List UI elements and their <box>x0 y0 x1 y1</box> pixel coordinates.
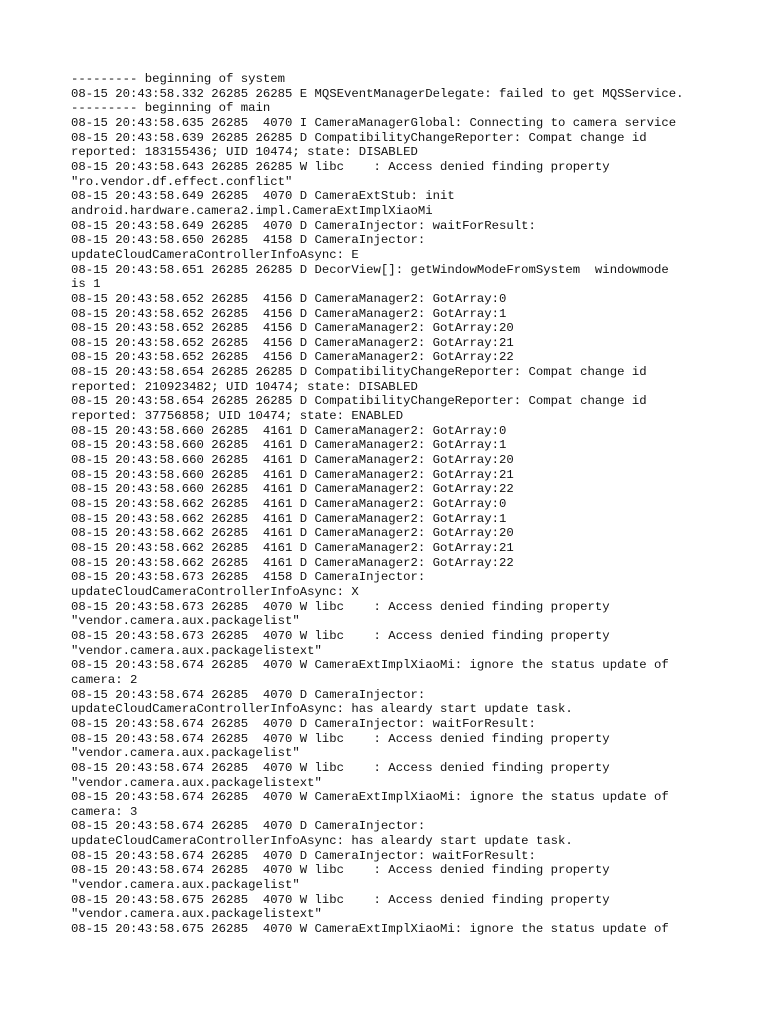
log-line: updateCloudCameraControllerInfoAsync: has aleardy start update task. <box>71 702 573 717</box>
log-line: "vendor.camera.aux.packagelist" <box>71 614 300 629</box>
log-line: reported: 37756858; UID 10474; state: ENABLED <box>71 409 404 424</box>
log-line: 08-15 20:43:58.652 26285 4156 D CameraManager2: GotArray:22 <box>71 350 514 365</box>
log-line: 08-15 20:43:58.654 26285 26285 D CompatibilityChangeReporter: Compat change id <box>71 365 647 380</box>
log-line: 08-15 20:43:58.652 26285 4156 D CameraManager2: GotArray:20 <box>71 321 514 336</box>
log-line: 08-15 20:43:58.662 26285 4161 D CameraManager2: GotArray:1 <box>71 511 507 526</box>
log-line: 08-15 20:43:58.660 26285 4161 D CameraManager2: GotArray:1 <box>71 438 507 453</box>
log-line: --------- beginning of system <box>71 72 286 86</box>
log-line: "vendor.camera.aux.packagelist" <box>71 746 300 761</box>
log-line: 08-15 20:43:58.651 26285 26285 D DecorView[]: getWindowModeFromSystem windowmode <box>71 262 669 277</box>
log-line: camera: 3 <box>71 804 138 819</box>
log-line: reported: 183155436; UID 10474; state: DISABLED <box>71 145 418 160</box>
log-line: 08-15 20:43:58.639 26285 26285 D CompatibilityChangeReporter: Compat change id <box>71 130 647 145</box>
log-line: "vendor.camera.aux.packagelist" <box>71 878 300 893</box>
log-line: 08-15 20:43:58.674 26285 4070 D CameraInjector: <box>71 819 426 834</box>
log-line: updateCloudCameraControllerInfoAsync: E <box>71 247 359 262</box>
log-line: reported: 210923482; UID 10474; state: DISABLED <box>71 379 418 394</box>
log-line: 08-15 20:43:58.660 26285 4161 D CameraManager2: GotArray:22 <box>71 482 514 497</box>
log-line: 08-15 20:43:58.662 26285 4161 D CameraManager2: GotArray:20 <box>71 526 514 541</box>
log-line: 08-15 20:43:58.675 26285 4070 W libc : Access denied finding property <box>71 892 610 907</box>
log-line: "vendor.camera.aux.packagelistext" <box>71 643 322 658</box>
log-line: 08-15 20:43:58.674 26285 4070 W libc : Access denied finding property <box>71 760 610 775</box>
log-line: "ro.vendor.df.effect.conflict" <box>71 174 293 189</box>
log-line: 08-15 20:43:58.673 26285 4158 D CameraInjector: <box>71 570 426 585</box>
log-line: 08-15 20:43:58.650 26285 4158 D CameraInjector: <box>71 233 426 248</box>
log-line: 08-15 20:43:58.662 26285 4161 D CameraManager2: GotArray:0 <box>71 497 507 512</box>
log-line: "vendor.camera.aux.packagelistext" <box>71 907 322 922</box>
log-line: 08-15 20:43:58.332 26285 26285 E MQSEventManagerDelegate: failed to get MQSService. <box>71 86 684 101</box>
log-line: 08-15 20:43:58.673 26285 4070 W libc : Access denied finding property <box>71 599 610 614</box>
log-line: "vendor.camera.aux.packagelistext" <box>71 775 322 790</box>
log-line: 08-15 20:43:58.674 26285 4070 D CameraInjector: waitForResult: <box>71 848 536 863</box>
log-line: updateCloudCameraControllerInfoAsync: X <box>71 584 359 599</box>
log-line: 08-15 20:43:58.674 26285 4070 W CameraExtImplXiaoMi: ignore the status update of <box>71 658 669 673</box>
log-line: 08-15 20:43:58.674 26285 4070 W libc : Access denied finding property <box>71 731 610 746</box>
log-line: 08-15 20:43:58.654 26285 26285 D CompatibilityChangeReporter: Compat change id <box>71 394 647 409</box>
log-line: 08-15 20:43:58.652 26285 4156 D CameraManager2: GotArray:1 <box>71 306 507 321</box>
log-line: 08-15 20:43:58.673 26285 4070 W libc : Access denied finding property <box>71 628 610 643</box>
log-line: 08-15 20:43:58.652 26285 4156 D CameraManager2: GotArray:21 <box>71 335 514 350</box>
log-line: 08-15 20:43:58.660 26285 4161 D CameraManager2: GotArray:20 <box>71 453 514 468</box>
log-line: is 1 <box>71 277 101 292</box>
log-line: 08-15 20:43:58.660 26285 4161 D CameraManager2: GotArray:0 <box>71 423 507 438</box>
log-line: 08-15 20:43:58.652 26285 4156 D CameraManager2: GotArray:0 <box>71 291 507 306</box>
log-line: 08-15 20:43:58.674 26285 4070 W libc : Access denied finding property <box>71 863 610 878</box>
log-line: 08-15 20:43:58.643 26285 26285 W libc : Access denied finding property <box>71 159 610 174</box>
log-line: 08-15 20:43:58.674 26285 4070 D CameraInjector: <box>71 687 426 702</box>
log-line: 08-15 20:43:58.662 26285 4161 D CameraManager2: GotArray:22 <box>71 555 514 570</box>
log-line: camera: 2 <box>71 672 138 687</box>
log-line: --------- beginning of main <box>71 101 271 116</box>
log-line: 08-15 20:43:58.649 26285 4070 D CameraExtStub: init <box>71 189 455 204</box>
log-line: 08-15 20:43:58.662 26285 4161 D CameraManager2: GotArray:21 <box>71 541 514 555</box>
log-line: updateCloudCameraControllerInfoAsync: has aleardy start update task. <box>71 834 573 849</box>
log-line: 08-15 20:43:58.674 26285 4070 D CameraInjector: waitForResult: <box>71 716 536 731</box>
log-line: 08-15 20:43:58.674 26285 4070 W CameraExtImplXiaoMi: ignore the status update of <box>71 790 669 805</box>
log-line: 08-15 20:43:58.675 26285 4070 W CameraExtImplXiaoMi: ignore the status update of <box>71 922 669 937</box>
log-line: android.hardware.camera2.impl.CameraExtImplXiaoMi <box>71 203 433 218</box>
log-line: 08-15 20:43:58.635 26285 4070 I CameraManagerGlobal: Connecting to camera service <box>71 115 677 130</box>
log-line: 08-15 20:43:58.660 26285 4161 D CameraManager2: GotArray:21 <box>71 467 514 482</box>
log-line: 08-15 20:43:58.649 26285 4070 D CameraInjector: waitForResult: <box>71 218 536 233</box>
log-document <box>71 72 761 937</box>
